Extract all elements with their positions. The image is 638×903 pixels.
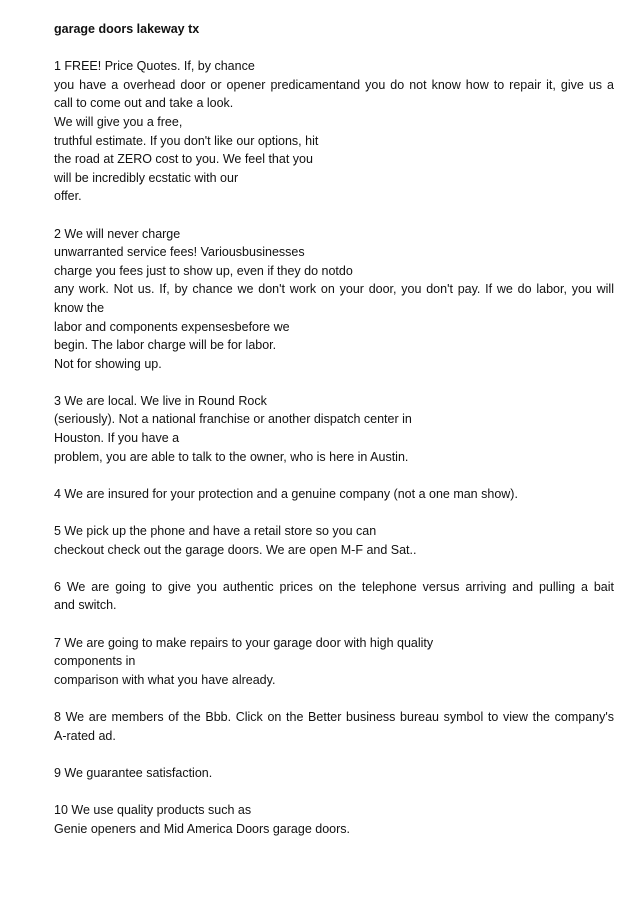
document-title: garage doors lakeway tx [54,22,200,36]
paragraph-line: 5 We pick up the phone and have a retail store so you can [54,524,377,539]
paragraph-line: 6 We are going to give you authentic prices on the telephone versus arriving and pulling a bait [54,579,614,594]
paragraph-line: Genie openers and Mid America Doors garage doors. [54,821,350,836]
paragraph-6 [54,578,614,615]
paragraph-line: charge you fees just to show up, even if they do notdo [54,263,353,278]
paragraph-line: 1 FREE! Price Quotes. If, by chance [54,59,255,74]
paragraph-line: you have a overhead door or opener predicamentand you do not know how to repair it, give us a [54,77,614,92]
paragraph-line: 4 We are insured for your protection and a genuine company (not a one man show). [54,486,518,501]
paragraph-line: Houston. If you have a [54,431,180,446]
paragraph-line: call to come out and take a look. [54,96,234,111]
paragraph-line: 7 We are going to make repairs to your garage door with high quality [54,635,434,650]
paragraph-10 [54,801,614,838]
document-body [54,57,614,838]
paragraph-line: any work. Not us. If, by chance we don't work on your door, you don't pay. If we do labor, you will [54,282,614,297]
paragraph-line: truthful estimate. If you don't like our options, hit [54,133,319,148]
paragraph-line: begin. The labor charge will be for labor. [54,338,277,353]
paragraph-line: labor and components expensesbefore we [54,319,290,334]
paragraph-line: (seriously). Not a national franchise or another dispatch center in [54,412,412,427]
paragraph-3 [54,392,614,466]
paragraph-4 [54,485,614,504]
paragraph-7 [54,634,614,690]
paragraph-line: 8 We are members of the Bbb. Click on the Better business bureau symbol to view the company's [54,709,614,724]
paragraph-line: offer. [54,189,82,204]
document-page [54,20,614,857]
paragraph-5 [54,522,614,559]
paragraph-line: comparison with what you have already. [54,672,276,687]
paragraph-line: 2 We will never charge [54,226,181,241]
paragraph-line: 3 We are local. We live in Round Rock [54,393,267,408]
paragraph-9 [54,764,614,783]
paragraph-line: Not for showing up. [54,356,162,371]
paragraph-line: checkout check out the garage doors. We are open M-F and Sat.. [54,542,417,557]
paragraph-1 [54,57,614,206]
paragraph-line: the road at ZERO cost to you. We feel that you [54,152,313,167]
paragraph-line: know the [54,300,105,315]
paragraph-line: will be incredibly ecstatic with our [54,170,239,185]
paragraph-line: We will give you a free, [54,114,183,129]
paragraph-line: unwarranted service fees! Variousbusinesses [54,245,305,260]
paragraph-line: A-rated ad. [54,728,116,743]
paragraph-line: problem, you are able to talk to the owner, who is here in Austin. [54,449,409,464]
paragraph-8 [54,708,614,745]
paragraph-line: 10 We use quality products such as [54,802,252,817]
paragraph-line: and switch. [54,598,117,613]
paragraph-line: 9 We guarantee satisfaction. [54,765,213,780]
paragraph-2 [54,225,614,374]
paragraph-line: components in [54,654,136,669]
